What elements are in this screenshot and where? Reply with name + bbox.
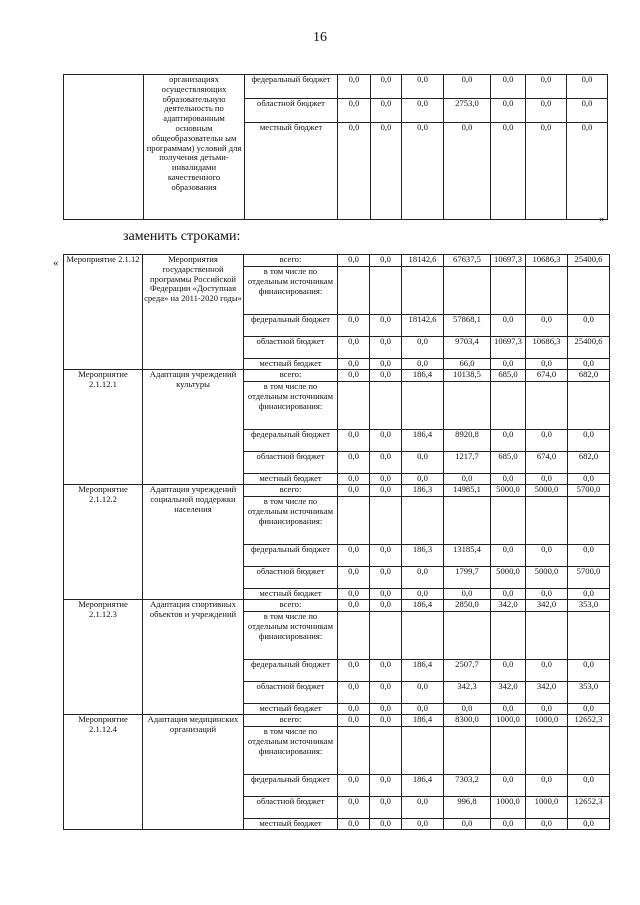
value-cell: 186,4 — [402, 600, 444, 612]
value-cell: 186,4 — [402, 775, 444, 797]
value-cell: 0,0 — [338, 370, 370, 382]
value-cell: 2753,0 — [444, 99, 491, 123]
value-cell — [370, 382, 402, 430]
value-cell: 342,0 — [526, 600, 568, 612]
value-cell: 0,0 — [568, 704, 610, 715]
funding-source: всего: — [244, 715, 338, 727]
value-cell: 5000,0 — [526, 567, 568, 589]
value-cell: 0,0 — [491, 545, 526, 567]
table-row — [64, 255, 610, 267]
value-cell: 10697,3 — [491, 255, 526, 267]
value-cell: 0,0 — [338, 600, 370, 612]
funding-source: федеральный бюджет — [244, 660, 338, 682]
value-cell: 0,0 — [491, 819, 526, 830]
funding-source: в том числе по отдельным источникам финансирования: — [244, 727, 338, 775]
value-cell: 0,0 — [568, 359, 610, 370]
value-cell: 0,0 — [526, 819, 568, 830]
value-cell: 0,0 — [526, 430, 568, 452]
funding-source: местный бюджет — [244, 819, 338, 830]
value-cell — [338, 267, 370, 315]
value-cell: 0,0 — [444, 589, 491, 600]
value-cell: 1799,7 — [444, 567, 491, 589]
value-cell — [491, 612, 526, 660]
value-cell: 0,0 — [526, 359, 568, 370]
funding-source: всего: — [244, 485, 338, 497]
value-cell — [444, 382, 491, 430]
value-cell: 0,0 — [370, 797, 402, 819]
value-cell: 0,0 — [526, 660, 568, 682]
value-cell: 0,0 — [338, 545, 370, 567]
value-cell: 66,0 — [444, 359, 491, 370]
value-cell: 0,0 — [338, 819, 370, 830]
funding-source: местный бюджет — [244, 359, 338, 370]
value-cell: 0,0 — [338, 337, 370, 359]
value-cell — [338, 612, 370, 660]
funding-source: местный бюджет — [244, 589, 338, 600]
value-cell: 0,0 — [444, 474, 491, 485]
value-cell: 353,0 — [568, 682, 610, 704]
value-cell: 1000,0 — [526, 715, 568, 727]
funding-source: местный бюджет — [245, 123, 338, 220]
value-cell — [370, 727, 402, 775]
value-cell: 5700,0 — [568, 485, 610, 497]
value-cell — [338, 497, 370, 545]
value-cell: 0,0 — [370, 545, 402, 567]
value-cell — [526, 497, 568, 545]
value-cell: 186,3 — [402, 545, 444, 567]
value-cell: 674,0 — [526, 452, 568, 474]
value-cell: 0,0 — [338, 682, 370, 704]
value-cell: 5700,0 — [568, 567, 610, 589]
value-cell — [526, 267, 568, 315]
value-cell: 0,0 — [491, 123, 526, 220]
value-cell: 0,0 — [491, 775, 526, 797]
replace-heading: заменить строками: — [123, 229, 241, 244]
value-cell: 0,0 — [491, 315, 526, 337]
measure-title: Адаптация спортивных объектов и учреждений — [143, 600, 244, 715]
value-cell: 0,0 — [526, 75, 567, 99]
value-cell: 0,0 — [526, 704, 568, 715]
value-cell: 353,0 — [568, 600, 610, 612]
funding-source: в том числе по отдельным источникам финансирования: — [244, 497, 338, 545]
value-cell: 342,0 — [491, 682, 526, 704]
value-cell — [444, 267, 491, 315]
value-cell: 13185,4 — [444, 545, 491, 567]
value-cell: 0,0 — [567, 75, 608, 99]
value-cell: 1000,0 — [491, 797, 526, 819]
value-cell: 0,0 — [491, 474, 526, 485]
funding-source: в том числе по отдельным источникам финансирования: — [244, 267, 338, 315]
value-cell: 10686,3 — [526, 337, 568, 359]
value-cell — [444, 727, 491, 775]
value-cell: 0,0 — [370, 485, 402, 497]
value-cell: 0,0 — [491, 75, 526, 99]
value-cell: 0,0 — [370, 704, 402, 715]
value-cell: 0,0 — [444, 123, 491, 220]
value-cell: 0,0 — [568, 430, 610, 452]
value-cell: 0,0 — [491, 589, 526, 600]
value-cell: 342,0 — [526, 682, 568, 704]
funding-source: в том числе по отдельным источникам финансирования: — [244, 382, 338, 430]
value-cell: 0,0 — [491, 660, 526, 682]
table-row — [64, 600, 610, 612]
funding-source: областной бюджет — [245, 99, 338, 123]
table-row — [64, 75, 608, 99]
value-cell — [402, 612, 444, 660]
funding-source: областной бюджет — [244, 797, 338, 819]
value-cell: 0,0 — [402, 99, 444, 123]
value-cell: 0,0 — [491, 430, 526, 452]
value-cell: 0,0 — [338, 99, 371, 123]
value-cell: 0,0 — [338, 474, 370, 485]
measure-code: Мероприятие 2.1.12 — [64, 255, 143, 370]
top-budget-table — [63, 74, 608, 220]
value-cell — [338, 382, 370, 430]
value-cell: 0,0 — [338, 660, 370, 682]
value-cell: 10138,5 — [444, 370, 491, 382]
value-cell: 0,0 — [338, 485, 370, 497]
measure-title: Адаптация медицинских организаций — [143, 715, 244, 830]
value-cell: 0,0 — [370, 315, 402, 337]
value-cell: 0,0 — [567, 123, 608, 220]
value-cell: 0,0 — [370, 775, 402, 797]
value-cell: 0,0 — [370, 337, 402, 359]
value-cell: 5000,0 — [491, 485, 526, 497]
value-cell — [491, 382, 526, 430]
value-cell: 0,0 — [370, 682, 402, 704]
value-cell — [402, 267, 444, 315]
funding-source: всего: — [244, 255, 338, 267]
value-cell: 0,0 — [370, 589, 402, 600]
value-cell: 186,4 — [402, 660, 444, 682]
measure-title: Адаптация учреждений социальной поддержки населения — [143, 485, 244, 600]
value-cell: 12652,3 — [568, 797, 610, 819]
funding-source: местный бюджет — [244, 704, 338, 715]
value-cell: 0,0 — [402, 337, 444, 359]
value-cell: 8300,0 — [444, 715, 491, 727]
value-cell: 0,0 — [370, 452, 402, 474]
measure-code: Мероприятие 2.1.12.4 — [64, 715, 143, 830]
value-cell — [370, 612, 402, 660]
value-cell: 186,4 — [402, 370, 444, 382]
value-cell: 0,0 — [371, 123, 402, 220]
value-cell: 0,0 — [370, 600, 402, 612]
value-cell: 18142,6 — [402, 255, 444, 267]
value-cell: 0,0 — [338, 589, 370, 600]
value-cell: 0,0 — [402, 589, 444, 600]
value-cell: 0,0 — [568, 474, 610, 485]
funding-source: областной бюджет — [244, 337, 338, 359]
measure-title: Мероприятия государственной программы Российской Федерации «Доступная среда» на 2011-2020 годы» — [143, 255, 244, 370]
value-cell: 0,0 — [444, 819, 491, 830]
value-cell — [568, 727, 610, 775]
value-cell: 14985,1 — [444, 485, 491, 497]
funding-source: всего: — [244, 600, 338, 612]
value-cell: 8920,8 — [444, 430, 491, 452]
value-cell: 0,0 — [526, 474, 568, 485]
value-cell — [402, 497, 444, 545]
value-cell: 685,0 — [491, 370, 526, 382]
value-cell: 0,0 — [526, 99, 567, 123]
value-cell: 186,3 — [402, 485, 444, 497]
funding-source: федеральный бюджет — [244, 775, 338, 797]
value-cell: 0,0 — [338, 797, 370, 819]
funding-source: всего: — [244, 370, 338, 382]
value-cell: 0,0 — [338, 567, 370, 589]
value-cell: 0,0 — [338, 430, 370, 452]
value-cell: 0,0 — [568, 589, 610, 600]
value-cell — [370, 497, 402, 545]
value-cell — [444, 612, 491, 660]
value-cell: 0,0 — [526, 775, 568, 797]
funding-source: федеральный бюджет — [244, 315, 338, 337]
measure-code: Мероприятие 2.1.12.2 — [64, 485, 143, 600]
value-cell: 0,0 — [338, 123, 371, 220]
value-cell — [526, 382, 568, 430]
value-cell: 0,0 — [402, 474, 444, 485]
funding-source: в том числе по отдельным источникам финансирования: — [244, 612, 338, 660]
value-cell — [568, 382, 610, 430]
value-cell — [568, 612, 610, 660]
value-cell: 682,0 — [568, 452, 610, 474]
value-cell: 342,3 — [444, 682, 491, 704]
value-cell — [491, 267, 526, 315]
value-cell: 186,4 — [402, 715, 444, 727]
value-cell: 0,0 — [338, 359, 370, 370]
funding-source: федеральный бюджет — [244, 545, 338, 567]
value-cell: 0,0 — [371, 75, 402, 99]
value-cell: 25400,6 — [568, 255, 610, 267]
value-cell: 0,0 — [371, 99, 402, 123]
value-cell: 18142,6 — [402, 315, 444, 337]
value-cell — [568, 497, 610, 545]
value-cell: 0,0 — [526, 315, 568, 337]
value-cell: 9703,4 — [444, 337, 491, 359]
page-number: 16 — [313, 30, 327, 45]
value-cell: 0,0 — [338, 75, 371, 99]
value-cell: 0,0 — [568, 775, 610, 797]
value-cell: 0,0 — [491, 99, 526, 123]
value-cell: 10697,3 — [491, 337, 526, 359]
value-cell: 0,0 — [568, 315, 610, 337]
value-cell: 0,0 — [491, 359, 526, 370]
funding-source: местный бюджет — [244, 474, 338, 485]
value-cell: 0,0 — [402, 797, 444, 819]
measure-title: Адаптация учреждений культуры — [143, 370, 244, 485]
value-cell: 0,0 — [370, 370, 402, 382]
value-cell: 0,0 — [338, 775, 370, 797]
value-cell: 0,0 — [491, 704, 526, 715]
value-cell: 0,0 — [444, 704, 491, 715]
measure-code: Мероприятие 2.1.12.3 — [64, 600, 143, 715]
value-cell: 0,0 — [338, 315, 370, 337]
value-cell: 2850,0 — [444, 600, 491, 612]
measure-code: Мероприятие 2.1.12.1 — [64, 370, 143, 485]
value-cell: 0,0 — [402, 75, 444, 99]
table-row — [64, 485, 610, 497]
value-cell: 25400,6 — [568, 337, 610, 359]
value-cell: 0,0 — [402, 567, 444, 589]
value-cell: 685,0 — [491, 452, 526, 474]
value-cell: 0,0 — [338, 715, 370, 727]
table-row — [64, 370, 610, 382]
value-cell: 0,0 — [567, 99, 608, 123]
value-cell: 996,8 — [444, 797, 491, 819]
funding-source: областной бюджет — [244, 567, 338, 589]
value-cell: 0,0 — [568, 545, 610, 567]
value-cell: 0,0 — [370, 715, 402, 727]
value-cell — [402, 382, 444, 430]
value-cell: 0,0 — [526, 545, 568, 567]
value-cell: 57868,1 — [444, 315, 491, 337]
value-cell: 342,0 — [491, 600, 526, 612]
value-cell: 0,0 — [370, 819, 402, 830]
value-cell: 0,0 — [568, 660, 610, 682]
value-cell: 0,0 — [370, 567, 402, 589]
value-cell: 0,0 — [370, 359, 402, 370]
value-cell — [491, 727, 526, 775]
value-cell — [444, 497, 491, 545]
measures-table — [63, 254, 610, 830]
table-row — [64, 715, 610, 727]
value-cell: 1000,0 — [526, 797, 568, 819]
value-cell: 186,4 — [402, 430, 444, 452]
value-cell: 7303,2 — [444, 775, 491, 797]
value-cell: 674,0 — [526, 370, 568, 382]
value-cell — [338, 727, 370, 775]
value-cell: 10686,3 — [526, 255, 568, 267]
funding-source: федеральный бюджет — [244, 430, 338, 452]
measure-description: организациях осуществляющих образовательную деятельность по адаптированным основным общеобразовательн ым программам) условий для получения детьми-инвалидами качественного образования — [144, 75, 245, 220]
value-cell: 0,0 — [402, 123, 444, 220]
value-cell: 0,0 — [338, 255, 370, 267]
value-cell: 1000,0 — [491, 715, 526, 727]
value-cell: 5000,0 — [491, 567, 526, 589]
value-cell: 5000,0 — [526, 485, 568, 497]
value-cell — [370, 267, 402, 315]
value-cell: 0,0 — [568, 819, 610, 830]
value-cell: 682,0 — [568, 370, 610, 382]
value-cell: 2507,7 — [444, 660, 491, 682]
value-cell: 0,0 — [402, 682, 444, 704]
empty-cell — [64, 75, 144, 220]
value-cell: 0,0 — [370, 430, 402, 452]
value-cell — [491, 497, 526, 545]
value-cell: 0,0 — [370, 660, 402, 682]
value-cell: 0,0 — [370, 474, 402, 485]
value-cell: 0,0 — [338, 704, 370, 715]
closing-quote: » — [599, 213, 605, 225]
opening-quote: « — [53, 257, 59, 269]
value-cell: 0,0 — [402, 819, 444, 830]
value-cell: 0,0 — [402, 452, 444, 474]
value-cell: 0,0 — [526, 589, 568, 600]
value-cell: 0,0 — [402, 704, 444, 715]
value-cell: 67637,5 — [444, 255, 491, 267]
value-cell — [526, 727, 568, 775]
value-cell: 0,0 — [338, 452, 370, 474]
funding-source: областной бюджет — [244, 452, 338, 474]
value-cell — [526, 612, 568, 660]
funding-source: федеральный бюджет — [245, 75, 338, 99]
value-cell — [568, 267, 610, 315]
value-cell: 0,0 — [526, 123, 567, 220]
value-cell: 0,0 — [444, 75, 491, 99]
funding-source: областной бюджет — [244, 682, 338, 704]
value-cell: 0,0 — [402, 359, 444, 370]
value-cell — [402, 727, 444, 775]
value-cell: 12652,3 — [568, 715, 610, 727]
value-cell: 0,0 — [370, 255, 402, 267]
value-cell: 1217,7 — [444, 452, 491, 474]
